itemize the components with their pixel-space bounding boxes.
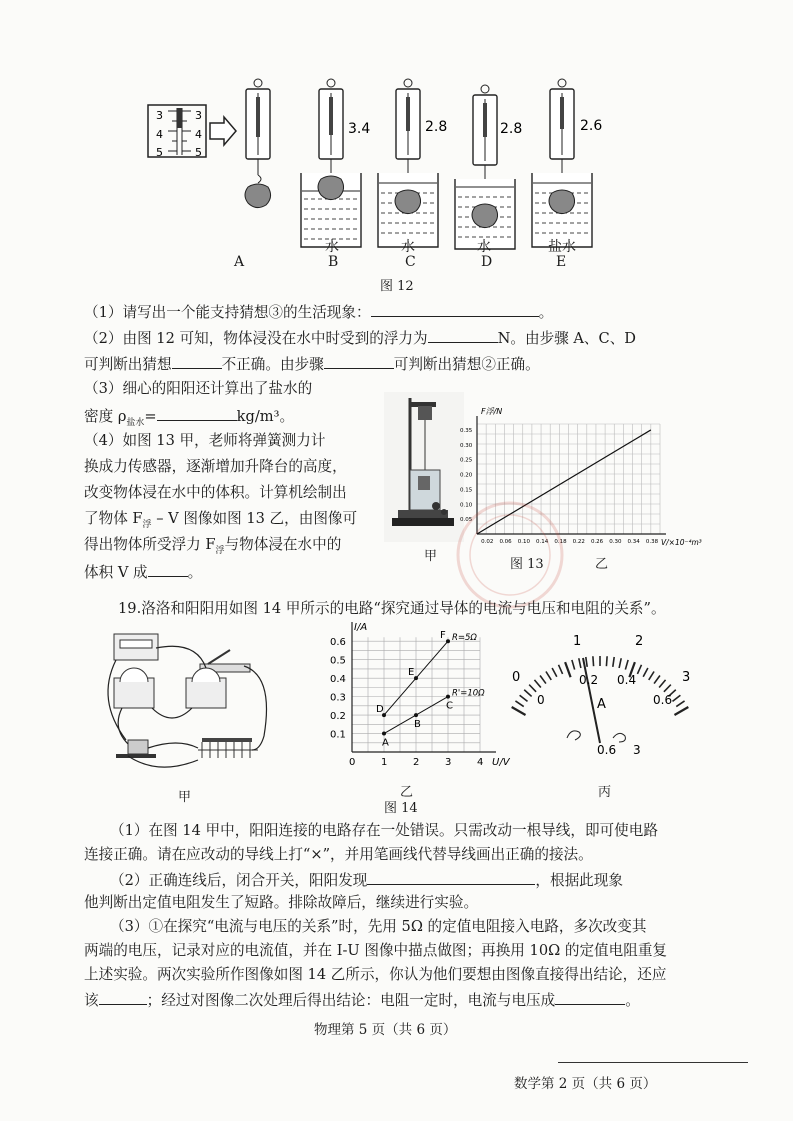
- answer-blank[interactable]: [172, 353, 222, 369]
- y-tick-label: 0.4: [330, 674, 346, 686]
- q18-part1: （1）请写出一个能支持猜想③的生活现象： 。: [84, 301, 553, 323]
- y-tick-label: 0.35: [460, 427, 473, 434]
- figure-13-left-label: 甲: [424, 549, 438, 564]
- ammeter-tick: [515, 701, 523, 707]
- q18-part4-l3: 改变物体浸在水中的体积。计算机绘制出: [84, 484, 347, 501]
- beaker-label-e: 盐水: [548, 239, 576, 255]
- q18-part2-line2: 可判断出猜想 不正确。由步骤 可判断出猜想②正确。: [84, 353, 540, 375]
- ammeter-tick: [676, 701, 684, 707]
- answer-blank[interactable]: [367, 869, 535, 885]
- spring-scale-e: [532, 79, 592, 247]
- step-label-c: C: [405, 254, 416, 270]
- step-label-d: D: [481, 254, 493, 270]
- y-tick-label: 0.10: [460, 502, 473, 509]
- answer-blank[interactable]: [371, 301, 539, 317]
- data-point-label: F: [440, 630, 446, 642]
- series-name-label: R=5Ω: [452, 633, 477, 644]
- x-tick-label: 0.02: [481, 539, 494, 545]
- answer-blank[interactable]: [324, 353, 394, 369]
- ammeter-bottom-04: 0.4: [617, 673, 637, 687]
- scale-label-right-3: 3: [195, 109, 202, 122]
- ammeter-tick: [579, 658, 581, 668]
- ammeter-top-0: 0: [512, 670, 521, 685]
- y-axis-label: F浮/N: [481, 407, 503, 416]
- ammeter-tick: [586, 657, 587, 667]
- figure-12-caption: 图 12: [380, 279, 414, 294]
- q18-part2-line1: （2）由图 12 可知，物体浸没在水中时受到的浮力为 N。由步骤 A、C、D: [84, 327, 636, 349]
- series-name-label: R'=10Ω: [452, 688, 485, 699]
- y-tick-label: 0.25: [460, 457, 473, 464]
- ammeter-tick: [552, 668, 557, 677]
- data-point: [382, 732, 386, 736]
- x-tick-label: 0.38: [645, 539, 659, 545]
- spring-scale-a: [245, 79, 271, 208]
- spring-scale-b: [301, 79, 361, 247]
- q19-part3-line4: 该 ；经过对图像二次处理后得出结论：电阻一定时，电流与电压成 。: [84, 989, 640, 1011]
- spring-scale-d: [455, 85, 515, 249]
- answer-blank[interactable]: [157, 405, 237, 421]
- answer-blank[interactable]: [428, 327, 498, 343]
- answer-blank[interactable]: [148, 561, 188, 577]
- data-point-label: B: [414, 719, 421, 731]
- step-label-b: B: [328, 254, 339, 270]
- y-tick-label: 0.6: [330, 637, 346, 649]
- q18-part4-l5: 得出物体所受浮力 $F_浮$与物体浸在水中的: [84, 536, 342, 556]
- ammeter-tick: [674, 707, 688, 715]
- figure-13-caption: 图 13: [510, 557, 544, 572]
- data-point-label: D: [376, 704, 384, 716]
- scale-label-left-3: 3: [156, 109, 163, 122]
- q18-part4-l1: （4）如图 13 甲，老师将弹簧测力计: [84, 432, 326, 449]
- data-point-label: E: [408, 667, 415, 679]
- x-tick-label: 1: [381, 757, 388, 768]
- ammeter-tick: [606, 656, 607, 666]
- x-tick-label: 0.34: [627, 539, 640, 545]
- beaker-label-c: 水: [401, 239, 415, 255]
- x-tick-label: 0.14: [536, 539, 549, 545]
- figure-14-circuit: [94, 630, 284, 782]
- answer-blank[interactable]: [555, 989, 625, 1005]
- x-axis-label: U/V: [492, 757, 510, 768]
- q18-part4-l6: 体积 V 成 。: [84, 561, 202, 583]
- ammeter-bottom-02: 0.2: [579, 673, 599, 687]
- q19-part3-line1: （3）①在探究“电流与电压的关系”时，先用 5Ω 的定值电阻接入电路，多次改变其: [110, 918, 647, 935]
- x-tick-label: 0.06: [499, 539, 512, 545]
- scale-label-left-5: 5: [156, 146, 163, 159]
- footer-rule: [558, 1062, 748, 1063]
- reading-e: 2.6: [580, 118, 603, 134]
- x-tick-label: 0.22: [572, 539, 585, 545]
- physics-page-footer: 物理第 5 页（共 6 页）: [314, 1022, 457, 1038]
- reading-b: 3.4: [348, 121, 371, 137]
- x-tick-label: 0.30: [609, 539, 622, 545]
- ammeter-tick: [512, 707, 526, 715]
- ammeter-tick: [664, 685, 671, 692]
- step-label-a: A: [234, 254, 245, 270]
- x-tick-label: 2: [413, 757, 420, 768]
- y-axis-label: I/A: [354, 622, 368, 633]
- spring-scale-c: [378, 79, 438, 247]
- x-tick-label: 0.26: [590, 539, 604, 545]
- figure-14-chart: [320, 618, 510, 778]
- y-tick-label: 0.20: [460, 472, 473, 479]
- ammeter-tick: [659, 680, 665, 688]
- q18-part3-line1: （3）细心的阳阳还计算出了盐水的: [84, 380, 313, 397]
- ammeter-tick: [649, 671, 654, 679]
- ammeter-top-2: 2: [635, 634, 644, 649]
- ammeter-tick: [572, 660, 575, 670]
- math-page-footer: 数学第 2 页（共 6 页）: [514, 1076, 657, 1092]
- ammeter-tick: [643, 668, 648, 677]
- ammeter-unit: A: [597, 697, 606, 712]
- q19-part2-line2: 他判断出定值电阻发生了短路。排除故障后，继续进行实验。: [84, 894, 479, 911]
- q19-part3-line2: 两端的电压，记录对应的电流值，并在 I-U 图像中描点做图；再换用 10Ω 的定值电阻重复: [84, 942, 668, 959]
- ammeter-tick: [529, 685, 536, 692]
- ammeter-tick: [613, 657, 614, 667]
- beaker-label-d: 水: [477, 239, 491, 255]
- q19-part3-line3: 上述实验。两次实验所作图像如图 14 乙所示，你认为他们要想由图像直接得出结论，还应: [84, 966, 667, 983]
- q19-part1-line1: （1）在图 14 甲中，阳阳连接的电路存在一处错误。只需改动一根导线，即可使电路: [110, 822, 658, 839]
- figure-14-caption: 图 14: [384, 801, 418, 816]
- ammeter-bottom-06: 0.6: [653, 693, 673, 707]
- q18-part4-l2: 换成力传感器，逐渐增加升降台的高度，: [84, 458, 347, 475]
- beaker-label-b: 水: [325, 239, 339, 255]
- ammeter-tick: [565, 662, 570, 677]
- y-tick-label: 0.3: [330, 692, 346, 704]
- ammeter-tick: [534, 680, 540, 688]
- x-tick-label: 0.10: [517, 539, 530, 545]
- figure-14-mid-label: 乙: [400, 785, 414, 800]
- answer-blank[interactable]: [99, 989, 147, 1005]
- ammeter-tick: [637, 665, 641, 674]
- x-tick-label: 0: [349, 757, 356, 768]
- ammeter-tick: [559, 665, 563, 674]
- y-tick-label: 0.5: [330, 655, 346, 667]
- ammeter-top-3: 3: [682, 670, 691, 685]
- ammeter-tick: [593, 656, 594, 666]
- x-tick-label: 0.18: [554, 539, 567, 545]
- ammeter-tick: [625, 660, 628, 670]
- reading-d: 2.8: [500, 121, 523, 137]
- figure-14-ammeter: [512, 628, 695, 768]
- q18-part4-l4: 了物体 $F_浮$ – V 图像如图 13 乙，由图像可: [84, 510, 358, 530]
- x-axis-label: V/×10⁻⁴m³: [661, 538, 702, 547]
- q19-intro: 19.洛洛和阳阳用如图 14 甲所示的电路“探究通过导体的电流与电压和电阻的关系”。: [118, 600, 666, 617]
- reading-c: 2.8: [425, 119, 448, 135]
- y-tick-label: 0.05: [460, 517, 473, 524]
- x-tick-label: 4: [477, 757, 484, 768]
- ammeter-tick: [672, 695, 680, 701]
- scale-label-right-4: 4: [195, 128, 202, 141]
- step-label-e: E: [556, 254, 567, 270]
- ammeter-tick: [546, 671, 551, 679]
- data-point-label: A: [382, 737, 389, 749]
- ammeter-bottom-0: 0: [537, 693, 545, 707]
- scale-label-left-4: 4: [156, 128, 163, 141]
- figure-13-right-label: 乙: [595, 557, 609, 572]
- ammeter-tick: [520, 695, 528, 701]
- data-point: [414, 713, 418, 717]
- y-tick-label: 0.30: [460, 442, 473, 449]
- ammeter-top-1: 1: [573, 634, 582, 649]
- q19-part1-line2: 连接正确。请在应改动的导线上打“×”，并用笔画线代替导线画出正确的接法。: [84, 846, 593, 863]
- data-point: [446, 695, 450, 699]
- q18-part3-line2: 密度 $\rho_{盐水}= kg/m^3$。: [84, 405, 294, 433]
- y-tick-label: 0.15: [460, 487, 473, 494]
- y-tick-label: 0.1: [330, 729, 346, 741]
- ammeter-tick: [524, 690, 531, 697]
- ammeter-tick: [619, 658, 621, 668]
- ammeter-terminal-3: 3: [633, 743, 641, 757]
- y-tick-label: 0.2: [330, 711, 346, 723]
- x-tick-label: 3: [445, 757, 452, 768]
- data-point-label: C: [446, 700, 453, 712]
- ammeter-tick: [654, 675, 660, 683]
- figure-14-right-label: 丙: [598, 785, 612, 800]
- q19-part2-line1: （2）正确连线后，闭合开关，阳阳发现 ，根据此现象: [110, 869, 623, 891]
- ammeter-terminal-06: 0.6: [597, 743, 617, 757]
- data-point: [446, 639, 450, 643]
- figure-14-left-label: 甲: [178, 790, 192, 805]
- data-point: [414, 676, 418, 680]
- ammeter-tick: [540, 675, 546, 683]
- scale-label-right-5: 5: [195, 146, 202, 159]
- watermark-stamp: [450, 495, 570, 615]
